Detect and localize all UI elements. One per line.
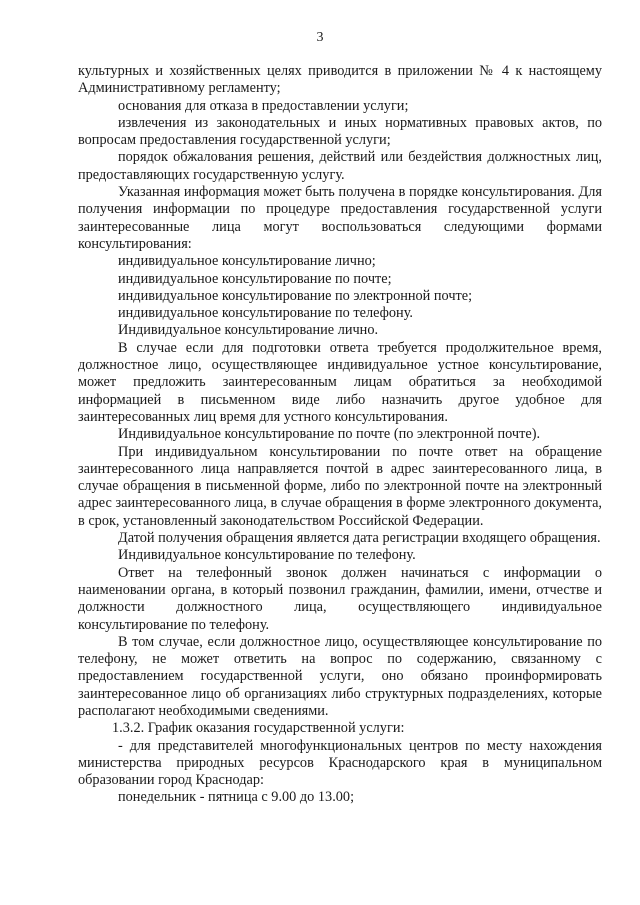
page-number: 3 [316,30,324,45]
paragraph-17: В том случае, если должностное лицо, осуществляющее консультирование по телефону, не может ответить на вопрос по содержанию, связанному с предоставлением государственной услуги, оно обязано проинформировать заинтересованное лицо об организациях либо структурных подразделениях, которые располагают необходимыми сведениями. [78,633,602,719]
paragraph-19: - для представителей многофункциональных центров по месту нахождения министерства природных ресурсов Краснодарского края в муниципальном образовании город Краснодар: [78,737,602,789]
paragraph-7: индивидуальное консультирование по почте; [118,270,392,287]
paragraph-9: индивидуальное консультирование по телефону. [118,305,413,322]
paragraph-14: Датой получения обращения является дата регистрации входящего обращения. [118,530,601,547]
paragraph-1: культурных и хозяйственных целях приводится в приложении № 4 к настоящему Административному регламенту; [78,63,602,97]
paragraph-20: понедельник - пятница с 9.00 до 13.00; [118,789,355,806]
paragraph-18: 1.3.2. График оказания государственной услуги: [112,720,405,737]
paragraph-8: индивидуальное консультирование по электронной почте; [118,287,473,304]
document-body [78,63,602,807]
paragraph-16: Ответ на телефонный звонок должен начинаться с информации о наименовании органа, в который позвонил гражданин, фамилии, имени, отчестве и должности должностного лица, осуществляющего индивидуальное консультирование по телефону. [78,564,602,633]
paragraph-2: основания для отказа в предоставлении услуги; [118,97,409,114]
paragraph-3: извлечения из законодательных и иных нормативных правовых актов, по вопросам предоставления государственной услуги; [78,114,602,149]
paragraph-4: порядок обжалования решения, действий или бездействия должностных лиц, предоставляющих государственную услугу. [78,149,602,183]
paragraph-12: Индивидуальное консультирование по почте (по электронной почте). [118,426,541,443]
paragraph-10: Индивидуальное консультирование лично. [118,322,379,339]
paragraph-13: При индивидуальном консультировании по почте ответ на обращение заинтересованного лица направляется почтой в адрес заинтересованного лица, в случае обращения в письменной форме, либо по электронной почте на электронный адрес заинтересованного лица, в случае обращения в форме электронного документа, в срок, установленный законодательством Российской Федерации. [78,443,602,529]
paragraph-5: Указанная информация может быть получена в порядке консультирования. Для получения информации по процедуре предоставления государственной услуги заинтересованные лица могут воспользоваться следующими формами консультирования: [78,184,602,252]
paragraph-15: Индивидуальное консультирование по телефону. [118,547,416,564]
paragraph-6: индивидуальное консультирование лично; [118,253,376,270]
paragraph-11: В случае если для подготовки ответа требуется продолжительное время, должностное лицо, осуществляющее индивидуальное устное консультирование, может предложить заинтересованным лицам обратиться за необходимой информацией в письменном виде либо назначить другое удобное для заинтересованных лиц время для устного консультирования. [78,339,602,425]
